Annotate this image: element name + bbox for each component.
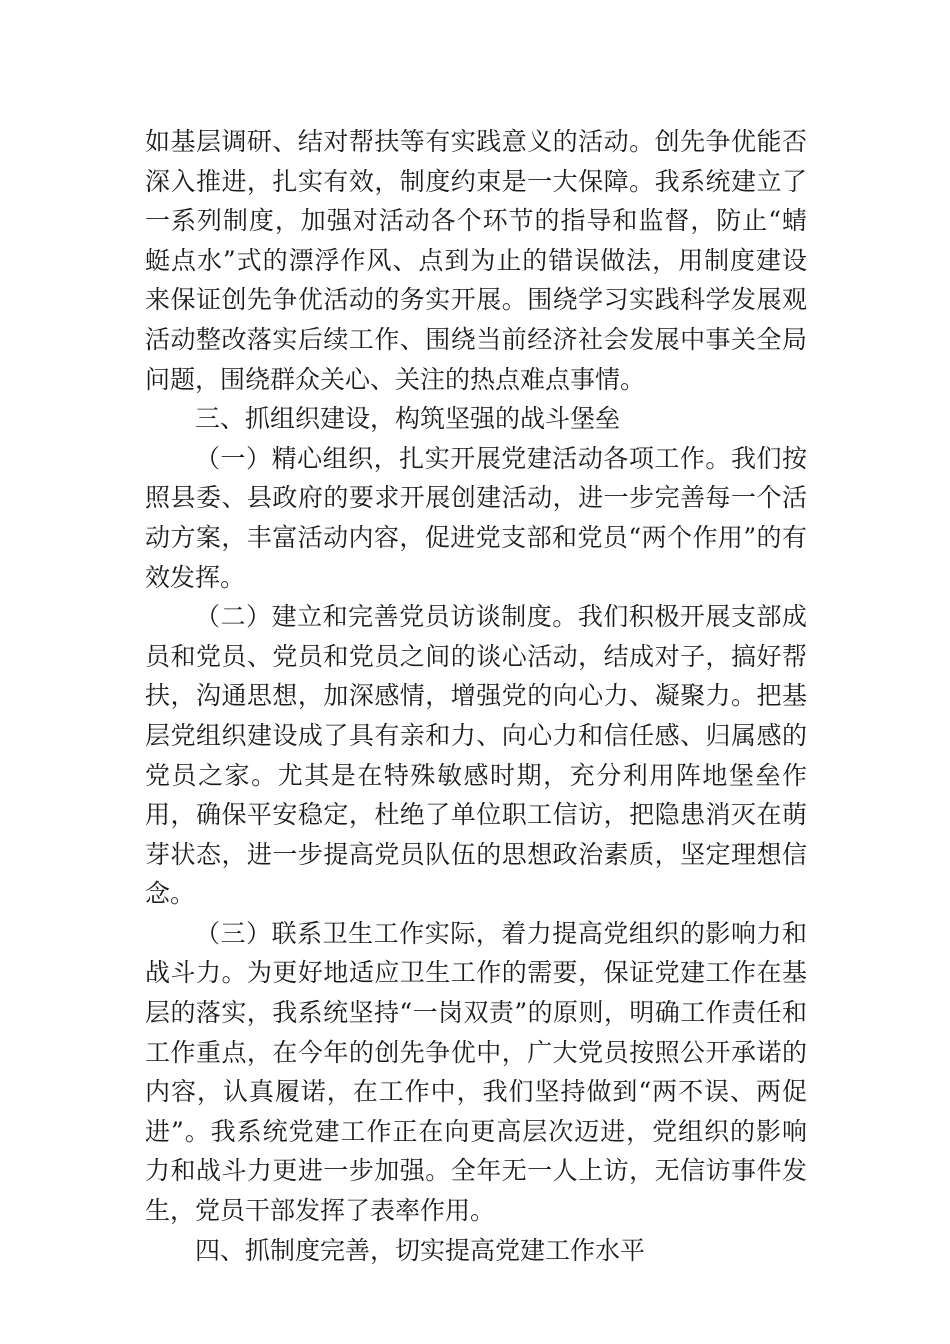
section-heading-three: 三、抓组织建设，构筑坚强的战斗堡垒 [195,404,621,434]
document-body [145,122,807,1270]
paragraph-item-three: （三）联系卫生工作实际，着力提高党组织的影响力和战斗力。为更好地适应卫生工作的需要，保证党建工作在基层的落实，我系统坚持“一岗双责”的原则，明确工作责任和工作重点，在今年的创先争优中，广大党员按照公开承诺的内容，认真履诺，在工作中，我们坚持做到“两不误、两促进”。我系统党建工作正在向更高层次迈进，党组织的影响力和战斗力更进一步加强。全年无一人上访，无信访事件发生，党员干部发挥了表率作用。 [145,918,807,1226]
paragraph-item-one: （一）精心组织，扎实开展党建活动各项工作。我们按照县委、县政府的要求开展创建活动，进一步完善每一个活动方案，丰富活动内容，促进党支部和党员“两个作用”的有效发挥。 [145,443,807,592]
paragraph-continuation: 如基层调研、结对帮扶等有实践意义的活动。创先争优能否深入推进，扎实有效，制度约束是一大保障。我系统建立了一系列制度，加强对活动各个环节的指导和监督，防止“蜻蜓点水”式的漂浮作风、点到为止的错误做法，用制度建设来保证创先争优活动的务实开展。围绕学习实践科学发展观活动整改落实后续工作、围绕当前经济社会发展中事关全局问题，围绕群众关心、关注的热点难点事情。 [145,127,807,394]
section-heading-four: 四、抓制度完善，切实提高党建工作水平 [195,1235,646,1265]
paragraph-item-two: （二）建立和完善党员访谈制度。我们积极开展支部成员和党员、党员和党员之间的谈心活动，结成对子，搞好帮扶，沟通思想，加深感情，增强党的向心力、凝聚力。把基层党组织建设成了具有亲和力、向心力和信任感、归属感的党员之家。尤其是在特殊敏感时期，充分利用阵地堡垒作用，确保平安稳定，杜绝了单位职工信访，把隐患消灭在萌芽状态，进一步提高党员队伍的思想政治素质，坚定理想信念。 [145,602,807,909]
